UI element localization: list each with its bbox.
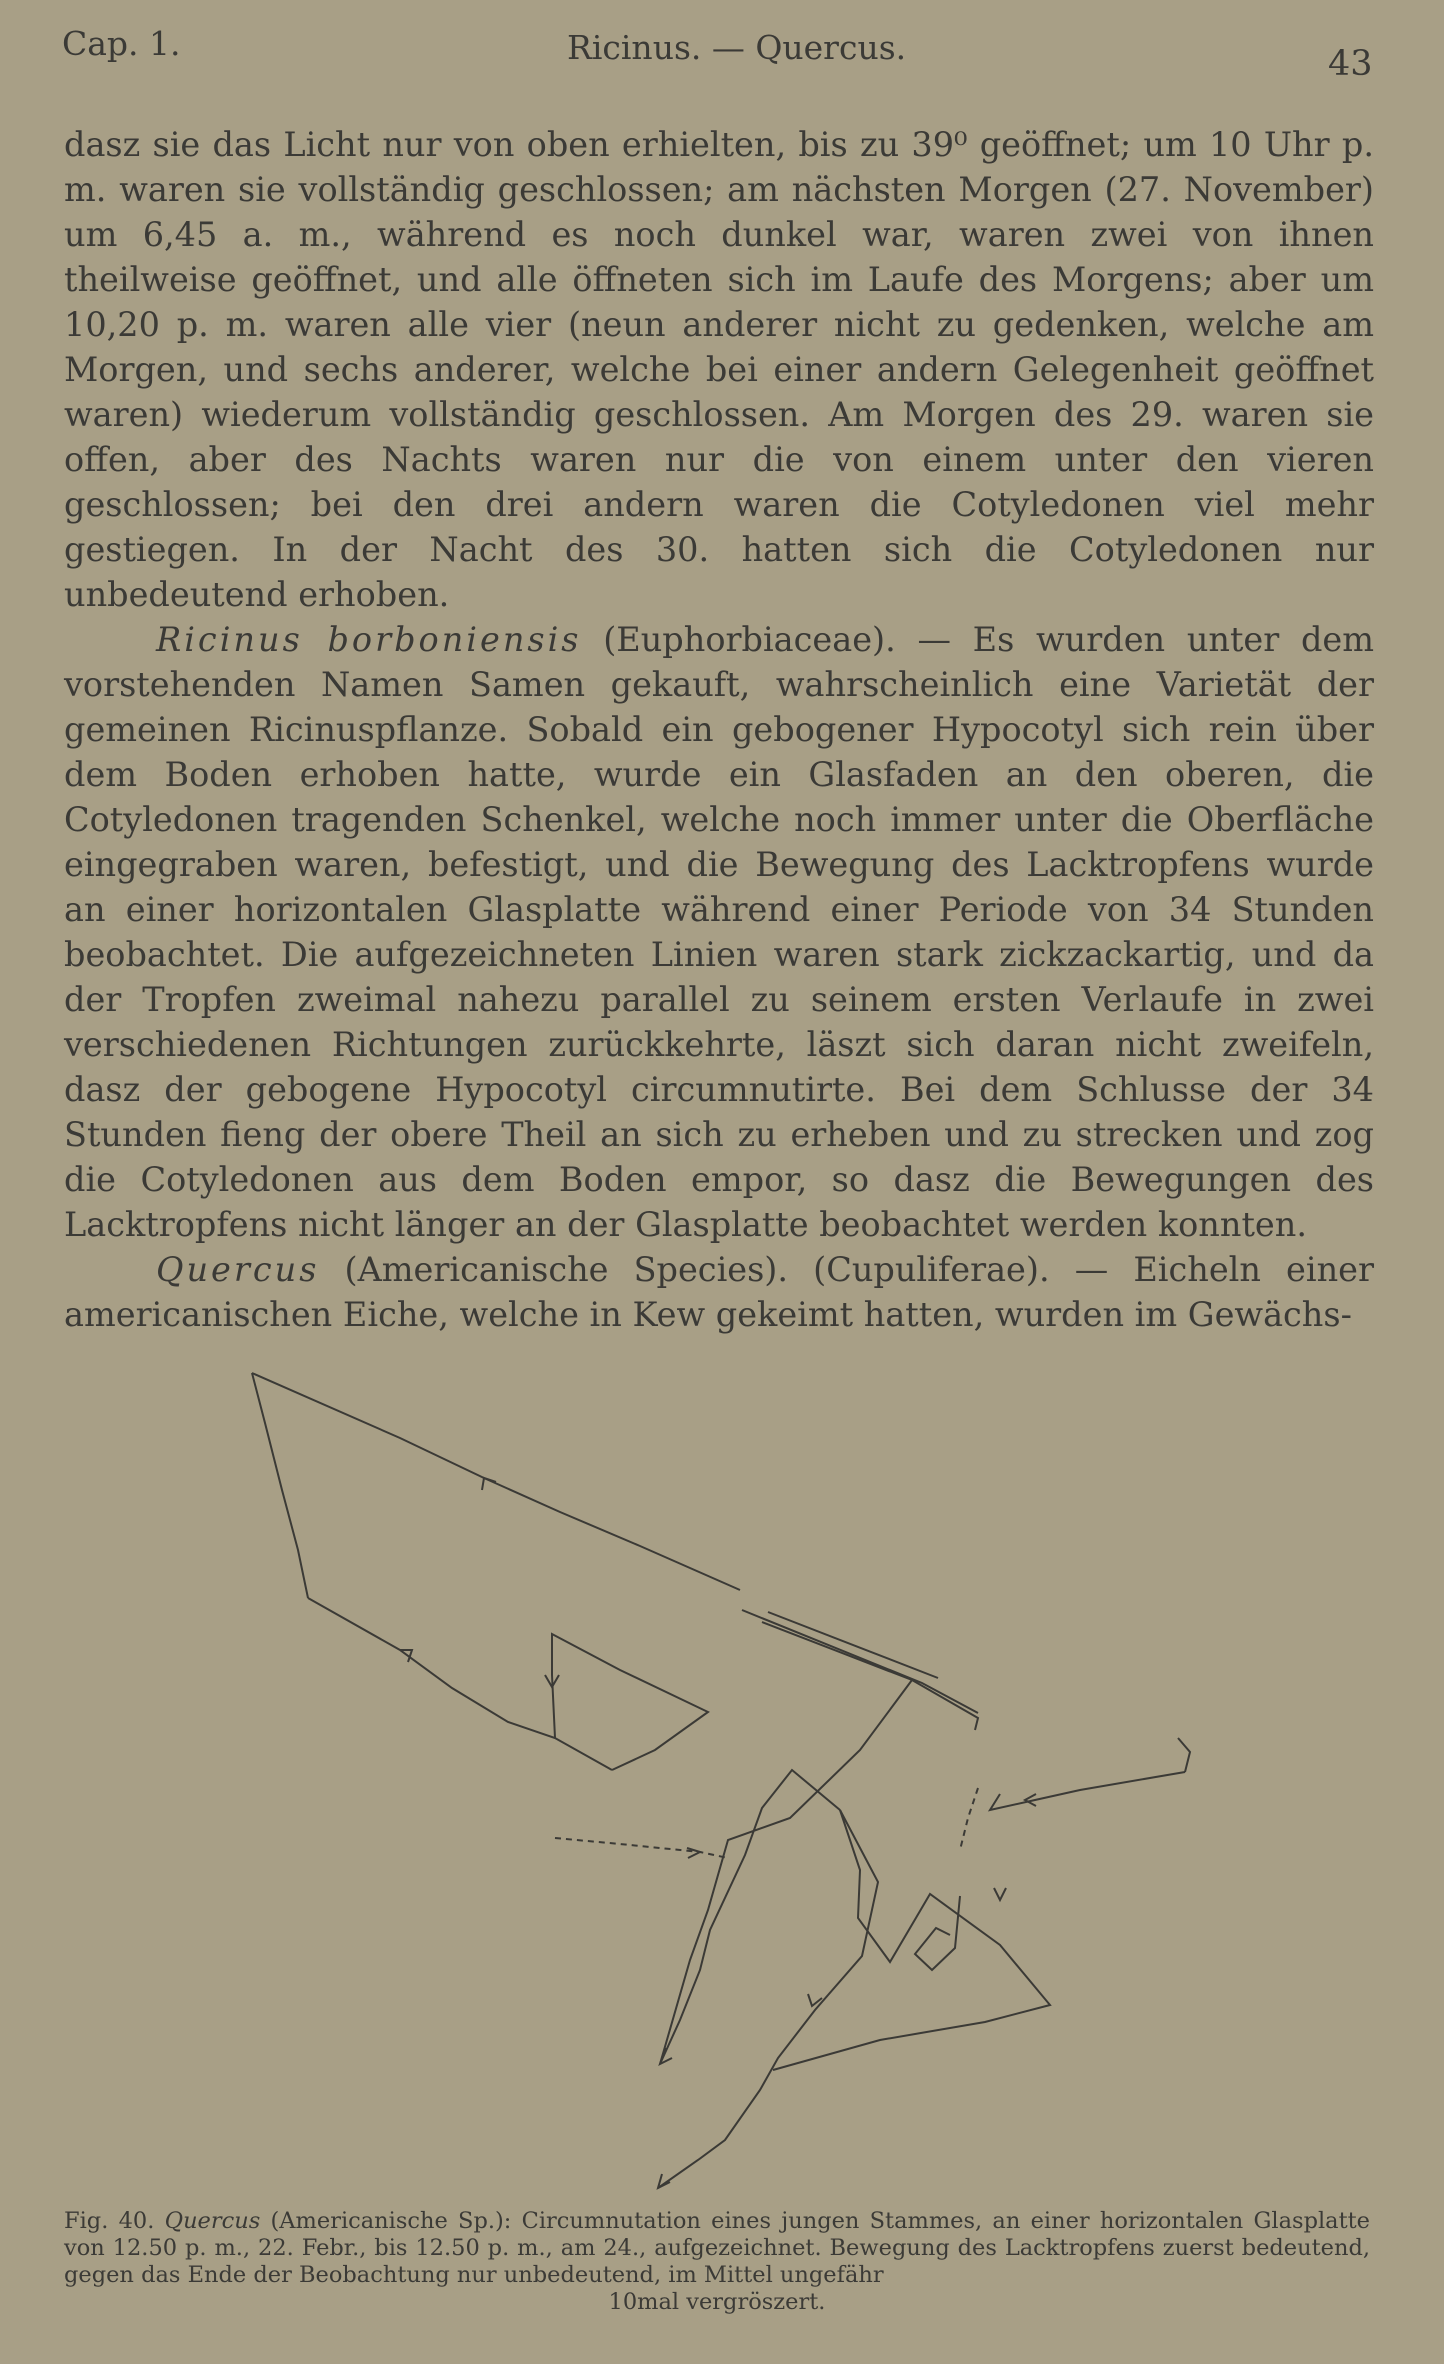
arrow-head xyxy=(994,1888,1006,1900)
trace-line xyxy=(308,1598,612,1770)
paragraph-text: (Euphorbiaceae). — Es wurden unter dem vorstehenden Namen Samen gekauft, wahrscheinlich eine Varietät der gemeinen Ricinuspflanze. Sobald ein gebogener Hypocotyl sich rein über dem Boden erhoben hatte, wurde ein Glasfaden an den oberen, die Cotyledonen tragenden Schenkel, welche noch immer unter die Oberfläche eingegraben waren, befestigt, und die Bewegung des Lacktropfens wurde an einer horizontalen Glasplatte während einer Periode von 34 Stunden beobachtet. Die aufgezeichneten Linien waren stark zickzackartig, und da der Tropfen zweimal nahezu parallel zu seinem ersten Verlaufe in zwei verschiedenen Richtungen zurückkehrte, läszt sich daran nicht zweifeln, dasz der gebogene Hypocotyl circumnutirte. Bei dem Schlusse der 34 Stunden fieng der obere Theil an sich zu erheben und zu strecken und zog die Cotyledonen aus dem Boden empor, so dasz die Bewegungen des Lacktropfens nicht länger an der Glasplatte beobachtet werden konnten. xyxy=(64,620,1375,1244)
species-name-quercus: Quercus xyxy=(156,1250,320,1289)
species-name-ricinus: Ricinus borboniensis xyxy=(156,620,582,659)
chapter-label: Cap. 1. xyxy=(62,24,181,63)
trace-line xyxy=(762,1622,978,1730)
figure-caption xyxy=(64,2208,1370,2316)
paragraph-ricinus-continued: dasz sie das Licht nur von oben erhielten, bis zu 39⁰ geöffnet; um 10 Uhr p. m. waren sie vollständig geschlossen; am nächsten Morgen (27. November) um 6,45 a. m., während es noch dunkel war, waren zwei von ihnen theilweise geöffnet, und alle öffneten sich im Laufe des Morgens; aber um 10,20 p. m. waren alle vier (neun anderer nicht zu gedenken, welche am Morgen, und sechs anderer, welche bei einer andern Gelegenheit geöffnet waren) wiederum vollständig geschlossen. Am Morgen des 29. waren sie offen, aber des Nachts waren nur die von einem unter den vieren geschlossen; bei den drei andern waren die Cotyledonen viel mehr gestiegen. In der Nacht des 30. hatten sich die Cotyledonen nur unbedeutend erhoben. xyxy=(64,125,1374,614)
running-title: Ricinus. — Quercus. xyxy=(567,28,907,67)
trace-line xyxy=(773,1810,1050,2070)
figure-label: Fig. 40. xyxy=(64,2208,155,2234)
arrow-head xyxy=(687,1848,700,1858)
page-number: 43 xyxy=(1328,44,1373,84)
dashed-trace-line xyxy=(960,1788,978,1850)
paragraph-quercus xyxy=(64,1247,1374,1337)
circumnutation-diagram xyxy=(0,1350,1444,2220)
arrow-head xyxy=(482,1478,496,1490)
caption-last-line: 10mal vergröszert. xyxy=(608,2289,826,2315)
trace-line xyxy=(252,1373,308,1598)
figure-species: Quercus xyxy=(164,2208,261,2234)
paragraph-text: (Americanische Species). (Cupuliferae). — Eicheln einer americanischen Eiche, welche in Kew gekeimt hatten, wurden im Gewächs- xyxy=(64,1250,1374,1334)
body-text xyxy=(64,122,1374,1337)
trace-line xyxy=(1178,1738,1190,1772)
figure-40 xyxy=(0,1350,1444,2220)
trace-line xyxy=(768,1612,938,1678)
dashed-trace-line xyxy=(555,1838,728,1858)
running-header xyxy=(0,0,1444,90)
trace-line xyxy=(660,1680,912,2064)
paragraph-ricinus-borboniensis xyxy=(64,617,1374,1247)
caption-text: (Americanische Sp.): Circumnutation eines jungen Stammes, an einer horizontalen Glasplatte von 12.50 p. m., 22. Febr., bis 12.50 p. m., am 24., aufgezeichnet. Bewegung des Lacktropfens zuerst bedeutend, gegen das Ende der Beobachtung nur unbedeutend, im Mittel ungefähr xyxy=(64,2208,1370,2288)
trace-line xyxy=(990,1772,1185,1810)
trace-line xyxy=(658,1810,878,2188)
